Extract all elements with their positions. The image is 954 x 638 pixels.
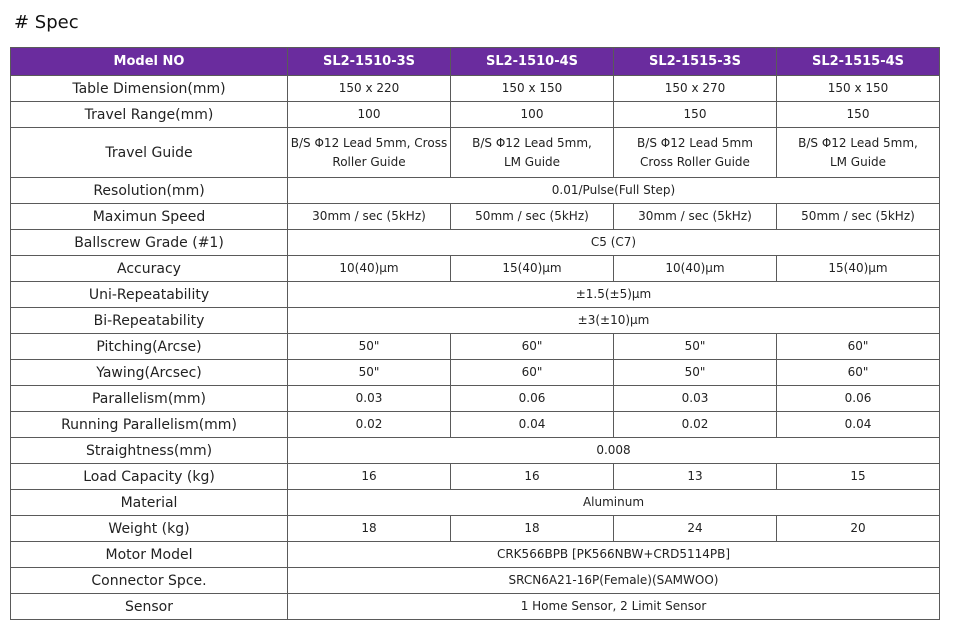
row-label: Material	[11, 490, 288, 516]
table-row	[11, 256, 940, 282]
spec-value: 0.04	[777, 412, 940, 438]
spec-value: 150 x 150	[777, 76, 940, 102]
table-row	[11, 464, 940, 490]
table-row	[11, 386, 940, 412]
spec-value: 0.02	[288, 412, 451, 438]
spec-value: 60"	[777, 360, 940, 386]
table-row	[11, 230, 940, 256]
spec-value-all-models: SRCN6A21-16P(Female)(SAMWOO)	[288, 568, 940, 594]
table-row	[11, 128, 940, 178]
spec-value: 16	[288, 464, 451, 490]
spec-value: 50"	[614, 334, 777, 360]
spec-value-all-models: ±3(±10)μm	[288, 308, 940, 334]
spec-value-all-models: 1 Home Sensor, 2 Limit Sensor	[288, 594, 940, 620]
header-model-sl2-1510-3s: SL2-1510-3S	[288, 48, 451, 76]
spec-value: 150 x 270	[614, 76, 777, 102]
row-label: Pitching(Arcse)	[11, 334, 288, 360]
spec-value: 15(40)μm	[451, 256, 614, 282]
spec-value: 0.04	[451, 412, 614, 438]
spec-value-line: LM Guide	[503, 154, 561, 169]
row-label: Table Dimension(mm)	[11, 76, 288, 102]
spec-value: 18	[288, 516, 451, 542]
spec-value: 150 x 220	[288, 76, 451, 102]
row-label: Connector Spce.	[11, 568, 288, 594]
row-label: Straightness(mm)	[11, 438, 288, 464]
spec-heading: # Spec	[14, 12, 79, 33]
table-row	[11, 204, 940, 230]
spec-value-line: B/S Φ12 Lead 5mm,	[798, 135, 918, 150]
spec-value-line: LM Guide	[829, 154, 887, 169]
row-label: Bi-Repeatability	[11, 308, 288, 334]
spec-value: 150	[777, 102, 940, 128]
row-label: Running Parallelism(mm)	[11, 412, 288, 438]
table-row	[11, 568, 940, 594]
spec-value	[451, 128, 614, 178]
spec-value	[614, 128, 777, 178]
spec-value: 150 x 150	[451, 76, 614, 102]
spec-value: 100	[288, 102, 451, 128]
row-label: Motor Model	[11, 542, 288, 568]
row-label: Travel Guide	[11, 128, 288, 178]
table-row	[11, 178, 940, 204]
row-label: Accuracy	[11, 256, 288, 282]
spec-value-all-models: 0.01/Pulse(Full Step)	[288, 178, 940, 204]
spec-value: 0.06	[777, 386, 940, 412]
spec-value: 150	[614, 102, 777, 128]
row-label: Weight (kg)	[11, 516, 288, 542]
spec-value: 30mm / sec (5kHz)	[614, 204, 777, 230]
header-model-sl2-1510-4s: SL2-1510-4S	[451, 48, 614, 76]
spec-value: 60"	[777, 334, 940, 360]
spec-value: 50mm / sec (5kHz)	[777, 204, 940, 230]
spec-value: 50"	[288, 360, 451, 386]
spec-value: 50"	[614, 360, 777, 386]
spec-value-line: B/S Φ12 Lead 5mm,	[472, 135, 592, 150]
spec-value: 60"	[451, 334, 614, 360]
spec-value-line: B/S Φ12 Lead 5mm	[637, 135, 753, 150]
spec-value: 0.06	[451, 386, 614, 412]
spec-value: 50"	[288, 334, 451, 360]
spec-value-all-models: ±1.5(±5)μm	[288, 282, 940, 308]
spec-value: 20	[777, 516, 940, 542]
spec-value	[288, 128, 451, 178]
spec-value-line: B/S Φ12 Lead 5mm, Cross	[290, 135, 448, 150]
table-row	[11, 516, 940, 542]
row-label: Sensor	[11, 594, 288, 620]
spec-value-line: Roller Guide	[332, 154, 406, 169]
spec-value-line: Cross Roller Guide	[640, 154, 750, 169]
table-row	[11, 282, 940, 308]
spec-value-all-models: Aluminum	[288, 490, 940, 516]
row-label: Parallelism(mm)	[11, 386, 288, 412]
table-row	[11, 308, 940, 334]
spec-value: 0.03	[288, 386, 451, 412]
header-model-no: Model NO	[11, 48, 288, 76]
row-label: Ballscrew Grade (#1)	[11, 230, 288, 256]
spec-value-all-models: C5 (C7)	[288, 230, 940, 256]
row-label: Maximun Speed	[11, 204, 288, 230]
spec-value	[777, 128, 940, 178]
header-model-sl2-1515-3s: SL2-1515-3S	[614, 48, 777, 76]
header-row	[11, 48, 940, 76]
spec-value: 15	[777, 464, 940, 490]
spec-table	[10, 47, 940, 620]
table-row	[11, 438, 940, 464]
table-row	[11, 334, 940, 360]
table-row	[11, 360, 940, 386]
spec-value: 18	[451, 516, 614, 542]
spec-value: 13	[614, 464, 777, 490]
spec-value: 24	[614, 516, 777, 542]
table-row	[11, 412, 940, 438]
header-model-sl2-1515-4s: SL2-1515-4S	[777, 48, 940, 76]
spec-value: 100	[451, 102, 614, 128]
table-row	[11, 594, 940, 620]
spec-value-all-models: 0.008	[288, 438, 940, 464]
spec-value: 50mm / sec (5kHz)	[451, 204, 614, 230]
spec-value-all-models: CRK566BPB [PK566NBW+CRD5114PB]	[288, 542, 940, 568]
table-row	[11, 490, 940, 516]
table-row	[11, 76, 940, 102]
spec-value: 10(40)μm	[614, 256, 777, 282]
row-label: Load Capacity (kg)	[11, 464, 288, 490]
row-label: Travel Range(mm)	[11, 102, 288, 128]
spec-value: 0.02	[614, 412, 777, 438]
table-row	[11, 542, 940, 568]
spec-value: 0.03	[614, 386, 777, 412]
row-label: Uni-Repeatability	[11, 282, 288, 308]
spec-value: 16	[451, 464, 614, 490]
spec-table-body	[11, 76, 940, 620]
spec-value: 15(40)μm	[777, 256, 940, 282]
row-label: Resolution(mm)	[11, 178, 288, 204]
spec-value: 30mm / sec (5kHz)	[288, 204, 451, 230]
spec-value: 10(40)μm	[288, 256, 451, 282]
spec-value: 60"	[451, 360, 614, 386]
table-row	[11, 102, 940, 128]
row-label: Yawing(Arcsec)	[11, 360, 288, 386]
